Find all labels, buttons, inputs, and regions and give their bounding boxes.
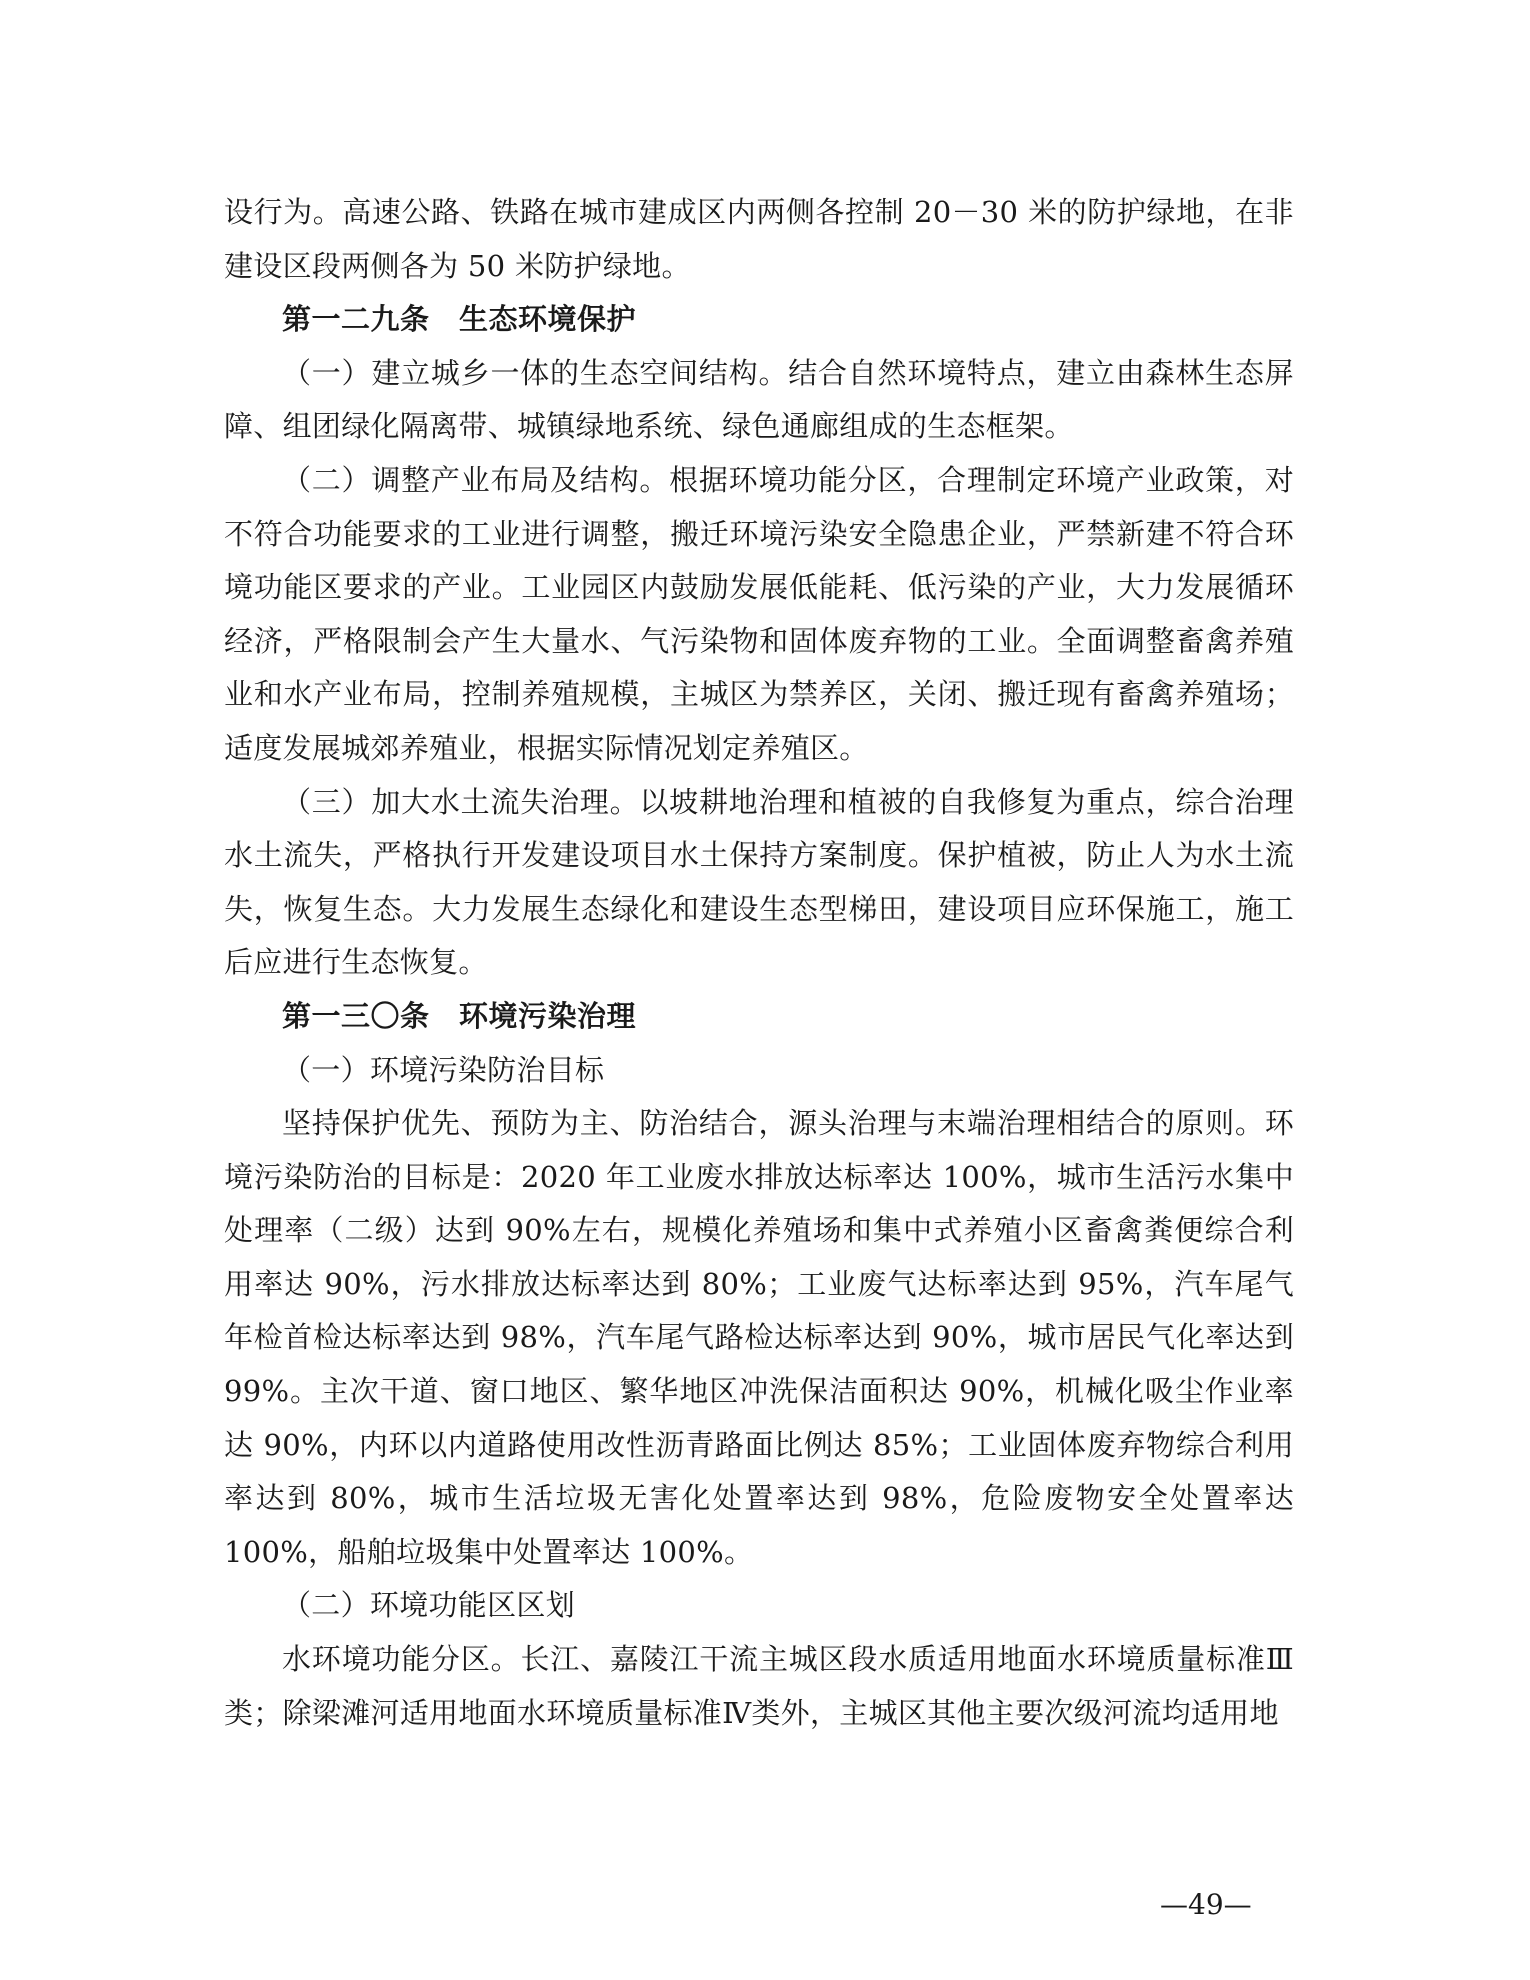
section-heading: 第一二九条 生态环境保护: [282, 302, 637, 337]
body-paragraph: （二）调整产业布局及结构。根据环境功能分区，合理制定环境产业政策，对不符合功能要求的工业进行调整，搬迁环境污染安全隐患企业，严禁新建不符合环境功能区要求的产业。工业园区内鼓励发展低能耗、低污染的产业，大力发展循环经济，严格限制会产生大量水、气污染物和固体废弃物的工业。全面调整畜禽养殖业和水产业布局，控制养殖规模，主城区为禁养区，关闭、搬迁现有畜禽养殖场；适度发展城郊养殖业，根据实际情况划定养殖区。: [224, 462, 1294, 765]
subsection-title: （一）环境污染防治目标: [282, 1052, 605, 1087]
body-paragraph: 设行为。高速公路、铁路在城市建成区内两侧各控制 20－30 米的防护绿地，在非建设区段两侧各为 50 米防护绿地。: [224, 195, 1294, 283]
page-number: —49—: [1160, 1888, 1252, 1921]
body-paragraph: 水环境功能分区。长江、嘉陵江干流主城区段水质适用地面水环境质量标准Ⅲ类；除梁滩河适用地面水环境质量标准Ⅳ类外，主城区其他主要次级河流均适用地: [224, 1642, 1294, 1730]
subsection-title: （二）环境功能区区划: [282, 1588, 576, 1623]
section-heading: 第一三〇条 环境污染治理: [282, 998, 637, 1033]
body-paragraph: 坚持保护优先、预防为主、防治结合，源头治理与末端治理相结合的原则。环境污染防治的目标是：2020 年工业废水排放达标率达 100%，城市生活污水集中处理率（二级）达到 90%左右，规模化养殖场和集中式养殖小区畜禽粪便综合利用率达 90%，污水排放达标率达到 80%；工业废气达标率达到 95%，汽车尾气年检首检达标率达到 98%，汽车尾气路检达标率达到 90%，城市居民气化率达到 99%。主次干道、窗口地区、繁华地区冲洗保洁面积达 90%，机械化吸尘作业率达 90%，内环以内道路使用改性沥青路面比例达 85%；工业固体废弃物综合利用率达到 80%，城市生活垃圾无害化处置率达到 98%，危险废物安全处置率达 100%，船舶垃圾集中处置率达 100%。: [224, 1106, 1294, 1569]
document-page: [224, 186, 1294, 1740]
body-paragraph: （一）建立城乡一体的生态空间结构。结合自然环境特点，建立由森林生态屏障、组团绿化隔离带、城镇绿地系统、绿色通廊组成的生态框架。: [224, 355, 1294, 444]
body-paragraph: （三）加大水土流失治理。以坡耕地治理和植被的自我修复为重点，综合治理水土流失，严格执行开发建设项目水土保持方案制度。保护植被，防止人为水土流失，恢复生态。大力发展生态绿化和建设生态型梯田，建设项目应环保施工，施工后应进行生态恢复。: [224, 784, 1294, 980]
